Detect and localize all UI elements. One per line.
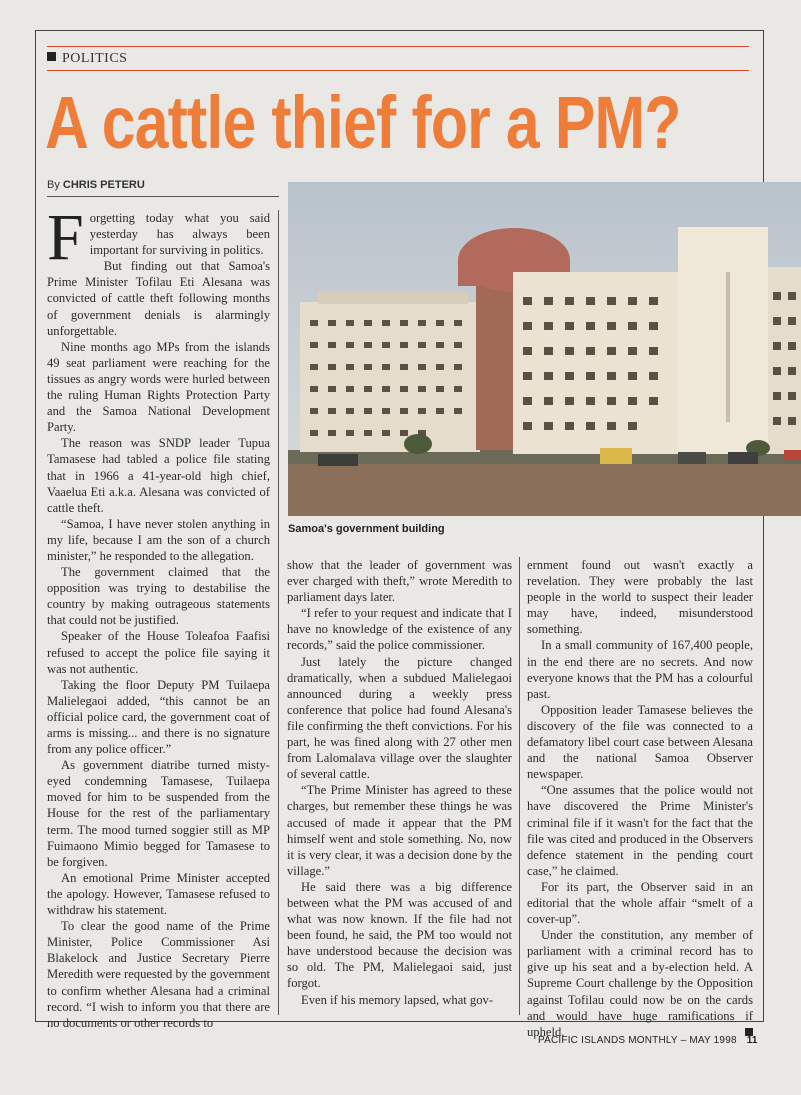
paragraph: An emotional Prime Minister accepted the apology. However, Tamasese refused to withdraw his statement. [47, 870, 270, 918]
column-divider-1 [278, 210, 279, 1015]
paragraph: Even if his memory lapsed, what gov- [301, 992, 494, 1007]
byline-prefix: By [47, 179, 60, 191]
section-label [47, 51, 127, 67]
byline-rule [47, 196, 279, 197]
paragraph: Just lately the picture changed dramatically, when a subdued Malielegaoi announced during a weekly press conference that police had found Alesana's file confirming the theft convictions. For his part, he was fined along with 27 other men from Lalomalava village over the slaughter of several cattle. [287, 654, 512, 782]
paragraph: “Samoa, I have never stolen anything in my life, because I am the son of a church minister,” he responded to the allegation. [47, 516, 270, 563]
paragraph-text: Under the constitution, any member of parliament with a criminal record has to give up his seat and a by-election held. A Supreme Court challenge by the Opposition against Tofilau could now be on the cards and would have huge ramifications if upheld. [527, 928, 753, 1039]
section-square-icon [47, 52, 56, 61]
paragraph: Nine months ago MPs from the islands 49 seat parliament were reaching for the tissues as angry words were hurled between the ruling Human Rights Protection Party and the Samoa National Development Party. [47, 339, 270, 435]
article-column-2 [287, 557, 512, 1008]
paragraph-text: orgetting today what you said yesterday has always been important for surviving in politics. [89, 211, 270, 258]
paragraph: He said there was a big difference between what the PM was accused of and what was now known. If the file had not been found, he said, the PM too would not have understood because the decision was so old. The PM, Malielegaoi said, just forgot. [287, 879, 512, 991]
byline-author: CHRIS PETERU [62, 179, 145, 191]
paragraph: To clear the good name of the Prime Minister, Police Commissioner Asi Blakelock and Justice Secretary Pierre Meredith were requested by the government to confirm whether Alesana had a criminal record. “I wish to inform you that there are no documents or other records to [47, 919, 270, 1030]
article-column-1 [47, 201, 270, 1031]
paragraph: As government diatribe turned misty-eyed condemning Tamasese, Tuilaepa moved for him to be suspended from the House for the rest of the parliamentary term. The mood turned soggier still as MP Fuimaono Mimio begged for Tamasese to be forgiven. [47, 758, 270, 869]
paragraph: Opposition leader Tamasese believes the discovery of the file was connected to a defamatory libel court case between Alesana and the national Samoa Observer newspaper. [527, 702, 753, 782]
column-divider-2 [519, 557, 520, 1015]
paragraph: Taking the floor Deputy PM Tuilaepa Malielegaoi added, “this cannot be an official police card, the government coat of arms is missing... and there is no signature from any police officer.” [47, 677, 270, 757]
article-column-3 [527, 557, 753, 1040]
paragraph: show that the leader of government was ever charged with theft,” wrote Meredith to parliament days later. [287, 558, 512, 605]
byline [47, 179, 145, 191]
footer-publication: PACIFIC ISLANDS MONTHLY – MAY 1998 [538, 1035, 737, 1046]
top-rule [47, 46, 749, 47]
photo-illustration [288, 182, 801, 516]
section-rule [47, 70, 749, 71]
paragraph [47, 201, 270, 274]
paragraph: The reason was SNDP leader Tupua Tamasese had tabled a police file stating that in 1966 a 41-year-old high chief, Vaaelua Eti a.k.a. Alesana was convicted of cattle theft. [47, 436, 270, 515]
dropcap: F [47, 201, 84, 274]
paragraph: “The Prime Minister has agreed to these charges, but remember these things he was accused of made it appear that the PM himself went and stole something. No, now it is very clear, it was a decision done by the village.” [287, 783, 512, 878]
headline: A cattle thief for a PM? [45, 81, 681, 164]
government-building-photo [288, 182, 801, 516]
paragraph: The government claimed that the opposition was trying to destabilise the country by making outrageous statements that could not be justified. [47, 565, 270, 628]
photo-caption: Samoa's government building [288, 523, 445, 535]
paragraph: ernment found out wasn't exactly a revelation. They were probably the last people in the world to suspect their leader may have, indeed, misunderstood something. [527, 558, 753, 637]
page-number: 11 [746, 1035, 758, 1046]
section-text: POLITICS [62, 51, 128, 66]
paragraph: In a small community of 167,400 people, in the end there are no secrets. And now everyone knows that the PM has a colourful past. [527, 638, 753, 701]
paragraph: “One assumes that the police would not have discovered the Prime Minister's criminal file if it wasn't for the fact that the file was cited and produced in the Observers defence statement in the pending court case,” he claimed. [527, 783, 753, 878]
paragraph: “I refer to your request and indicate that I have no knowledge of the existence of any records,” said the police commissioner. [287, 606, 512, 653]
paragraph [527, 927, 753, 1040]
paragraph: For its part, the Observer said in an editorial that the whole affair “smelt of a cover-up”. [527, 879, 753, 927]
paragraph: But finding out that Samoa's Prime Minister Tofilau Eti Alesana was convicted of cattle theft following months of government denials is alarmingly unforgettable. [47, 259, 270, 338]
paragraph: Speaker of the House Toleafoa Faafisi refused to accept the police file saying it was not authentic. [47, 629, 270, 676]
page-footer [538, 1035, 758, 1046]
